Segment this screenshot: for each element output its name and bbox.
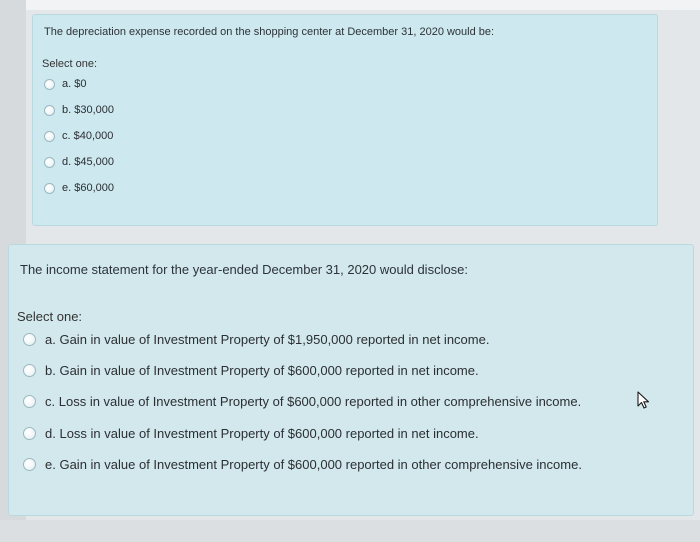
question-card-depreciation (32, 14, 658, 226)
option-letter: a. (62, 78, 72, 90)
option-letter: c. (62, 130, 71, 142)
radio-button-icon[interactable] (23, 427, 36, 440)
answer-option-a[interactable] (44, 78, 87, 90)
answer-option-b[interactable] (23, 363, 479, 378)
option-letter: a. (45, 332, 56, 347)
option-text: $60,000 (74, 182, 115, 194)
option-text: Loss in value of Investment Property of $600,000 reported in other comprehensive income. (58, 394, 582, 409)
answer-option-c[interactable] (44, 130, 113, 142)
radio-button-icon[interactable] (44, 105, 55, 116)
radio-button-icon[interactable] (23, 364, 36, 377)
option-letter: b. (45, 363, 56, 378)
answer-option-e[interactable] (23, 457, 582, 472)
answer-option-d[interactable] (44, 156, 114, 168)
radio-button-icon[interactable] (23, 333, 36, 346)
option-text: Gain in value of Investment Property of $1,950,000 reported in net income. (59, 332, 490, 347)
mouse-pointer-icon (637, 391, 651, 411)
answer-option-a[interactable] (23, 332, 489, 347)
option-text: Gain in value of Investment Property of $600,000 reported in other comprehensive income. (59, 457, 582, 472)
select-one-label: Select one: (17, 309, 83, 324)
radio-button-icon[interactable] (23, 395, 36, 408)
option-text: $40,000 (73, 130, 114, 142)
option-letter: d. (45, 426, 56, 441)
option-text: $45,000 (74, 156, 115, 168)
question-text: The depreciation expense recorded on the shopping center at December 31, 2020 would be: (44, 26, 495, 38)
option-letter: e. (45, 457, 56, 472)
option-text: $0 (74, 78, 87, 90)
radio-button-icon[interactable] (44, 79, 55, 90)
option-text: Gain in value of Investment Property of $600,000 reported in net income. (59, 363, 479, 378)
option-letter: e. (62, 182, 72, 194)
radio-button-icon[interactable] (44, 131, 55, 142)
screen-bezel-bottom (0, 520, 700, 542)
select-one-label: Select one: (42, 58, 98, 70)
option-letter: b. (62, 104, 72, 116)
option-text: Loss in value of Investment Property of $600,000 reported in net income. (59, 426, 479, 441)
radio-button-icon[interactable] (44, 183, 55, 194)
radio-button-icon[interactable] (23, 458, 36, 471)
answer-option-b[interactable] (44, 104, 114, 116)
option-text: $30,000 (74, 104, 115, 116)
radio-button-icon[interactable] (44, 157, 55, 168)
screen-bezel-top (0, 0, 700, 10)
option-letter: d. (62, 156, 72, 168)
option-letter: c. (45, 394, 56, 409)
answer-option-e[interactable] (44, 182, 114, 194)
answer-option-c[interactable] (23, 394, 581, 409)
answer-option-d[interactable] (23, 426, 479, 441)
question-card-income-statement (8, 244, 694, 516)
question-text: The income statement for the year-ended December 31, 2020 would disclose: (20, 262, 469, 277)
